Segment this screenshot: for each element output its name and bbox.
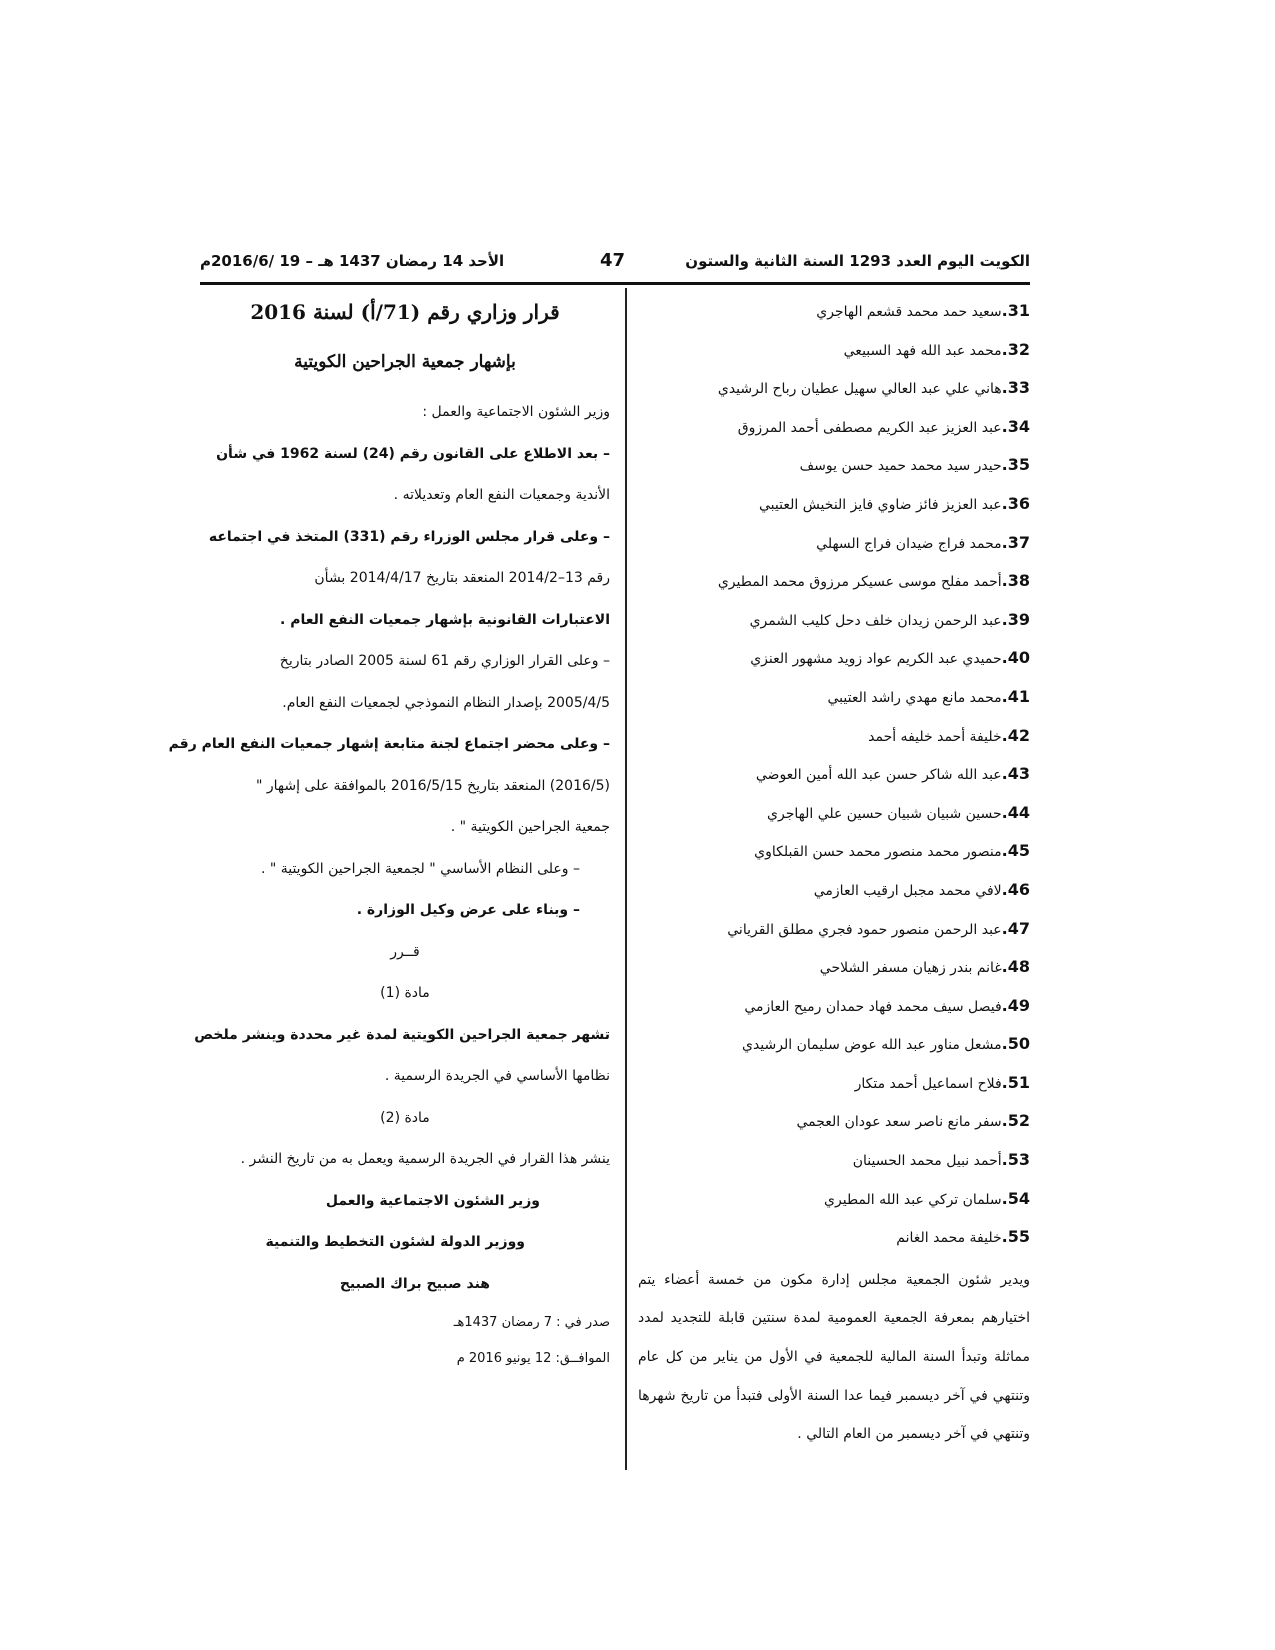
page-header	[200, 250, 1030, 278]
member-number: 47.	[1001, 918, 1030, 938]
publication-info: الكويت اليوم العدد 1293 السنة الثانية والستون	[685, 252, 1030, 270]
member-number: 34.	[1001, 416, 1030, 436]
member-number: 38.	[1001, 571, 1030, 591]
member-item	[638, 678, 1030, 717]
board-paragraph: ويدير شئون الجمعية مجلس إدارة مكون من خمسة أعضاء يتم اختيارهم بمعرفة الجمعية العمومية لمدة سنتين قابلة للتجديد لمدد مماثلة وتبدأ السنة المالية للجمعية في الأول من يناير من كل عام وتنتهي في آخر ديسمبر فيما عدا السنة الأولى فتبدأ من تاريخ شهرها وتنتهي في آخر ديسمبر من العام التالي .	[638, 1271, 1030, 1443]
member-number: 45.	[1001, 841, 1030, 861]
member-name: سلمان تركي عبد الله المطيري	[824, 1191, 1002, 1208]
member-item	[638, 1180, 1030, 1219]
member-number: 48.	[1001, 957, 1030, 977]
preamble-line: – بعد الاطلاع على القانون رقم (24) لسنة 1962 في شأن	[216, 445, 610, 462]
member-name: محمد مانع مهدي راشد العتيبي	[827, 689, 1002, 706]
member-name: عبد الرحمن زيدان خلف دحل كليب الشمري	[749, 612, 1002, 629]
member-item	[638, 755, 1030, 794]
issue-date: الأحد 14 رمضان 1437 هـ – 19 /2016/6م	[200, 252, 505, 270]
member-name: خليفة أحمد خليفه أحمد	[868, 728, 1002, 745]
signatory-name: هند صبيح براك الصبيح	[339, 1275, 490, 1292]
header-rule	[200, 282, 1030, 285]
member-item	[638, 910, 1030, 949]
member-name: عبد الله شاكر حسن عبد الله أمين العوضي	[755, 767, 1002, 784]
article-1-text: نظامها الأساسي في الجريدة الرسمية .	[384, 1068, 610, 1084]
member-number: 44.	[1001, 802, 1030, 822]
article-2-text: ينشر هذا القرار في الجريدة الرسمية ويعمل به من تاريخ النشر .	[240, 1151, 610, 1167]
member-item	[638, 1218, 1030, 1257]
member-number: 54.	[1001, 1188, 1030, 1208]
preamble-line: (2016/5) المنعقد بتاريخ 2016/5/15 بالموافقة على إشهار "	[255, 777, 610, 794]
member-number: 37.	[1001, 532, 1030, 552]
article-1-title: مادة (1)	[380, 985, 430, 1001]
member-number: 46.	[1001, 879, 1030, 899]
member-number: 43.	[1001, 764, 1030, 784]
preamble-line: رقم 13–2014/2 المنعقد بتاريخ 2014/4/17 بشأن	[314, 570, 610, 586]
preamble-line: 2005/4/5 بإصدار النظام النموذجي لجمعيات النفع العام.	[282, 694, 610, 711]
decision-subtitle: بإشهار جمعية الجراحين الكويتية	[294, 352, 516, 372]
member-item	[638, 832, 1030, 871]
member-name: فيصل سيف محمد فهاد حمدان رميح العازمي	[744, 998, 1002, 1015]
preamble-line: – وعلى النظام الأساسي " لجمعية الجراحين الكويتية " .	[260, 860, 580, 877]
member-item	[638, 871, 1030, 910]
member-item	[638, 1141, 1030, 1180]
member-item	[638, 987, 1030, 1026]
member-name: غانم بندر زهيان مسفر الشلاحي	[819, 960, 1002, 977]
article-2-title: مادة (2)	[380, 1109, 430, 1126]
member-number: 33.	[1001, 378, 1030, 398]
member-name: محمد عبد الله فهد السبيعي	[843, 342, 1002, 359]
preamble-line: جمعية الجراحين الكويتية " .	[450, 819, 610, 835]
member-item	[638, 1102, 1030, 1141]
member-name: أحمد نبيل محمد الحسينان	[852, 1153, 1002, 1170]
member-number: 32.	[1001, 339, 1030, 359]
preamble-line: – وعلى محضر اجتماع لجنة متابعة إشهار جمعيات النفع العام رقم	[168, 736, 610, 752]
member-number: 40.	[1001, 648, 1030, 668]
corresponding-date: الموافــق: 12 يونيو 2016 م	[456, 1351, 610, 1366]
member-name: فلاح اسماعيل أحمد متكار	[854, 1075, 1002, 1092]
member-number: 51.	[1001, 1072, 1030, 1092]
member-number: 50.	[1001, 1034, 1030, 1054]
preamble-line: – وعلى القرار الوزاري رقم 61 لسنة 2005 الصادر بتاريخ	[279, 653, 610, 669]
member-name: هاني علي عبد العالي سهيل عطيان رباح الرشيدي	[717, 381, 1002, 398]
member-name: سعيد حمد محمد قشعم الهاجري	[816, 304, 1002, 320]
member-item	[638, 717, 1030, 756]
decided-heading: قــرر	[390, 943, 420, 960]
preamble-line: – وبناء على عرض وكيل الوزارة .	[356, 902, 580, 918]
member-name: حميدي عبد الكريم عواد زويد مشهور العنزي	[750, 651, 1002, 668]
member-number: 36.	[1001, 493, 1030, 513]
column-divider	[625, 288, 627, 1470]
member-name: خليفة محمد الغانم	[896, 1230, 1002, 1247]
member-item	[638, 408, 1030, 447]
minister-heading: وزير الشئون الاجتماعية والعمل :	[422, 404, 610, 420]
member-name: عبد العزيز عبد الكريم مصطفى أحمد المرزوق	[737, 419, 1002, 436]
member-name: محمد فراج ضيدان فراج السهلي	[816, 535, 1002, 552]
member-item	[638, 331, 1030, 370]
members-column	[638, 292, 1030, 1454]
issued-date: صدر في : 7 رمضان 1437هـ	[453, 1315, 610, 1330]
decision-title: قرار وزاري رقم (71/أ) لسنة 2016	[250, 300, 560, 324]
member-name: عبد الرحمن منصور حمود فجري مطلق القرياني	[727, 921, 1002, 938]
member-number: 55.	[1001, 1227, 1030, 1247]
member-number: 39.	[1001, 609, 1030, 629]
member-item	[638, 601, 1030, 640]
member-number: 52.	[1001, 1111, 1030, 1131]
member-item	[638, 1064, 1030, 1103]
member-name: مشعل مناور عبد الله عوض سليمان الرشيدي	[741, 1037, 1002, 1054]
member-number: 41.	[1001, 686, 1030, 706]
member-name: عبد العزيز فائز ضاوي فايز النخيش العتيبي	[759, 496, 1002, 513]
page-number: 47	[600, 250, 626, 271]
member-item	[638, 485, 1030, 524]
member-item	[638, 524, 1030, 563]
member-item	[638, 948, 1030, 987]
preamble-line: الأندية وجمعيات النفع العام وتعديلاته .	[393, 487, 610, 503]
decision-column	[168, 292, 610, 1377]
members-list	[638, 292, 1030, 1257]
member-item	[638, 794, 1030, 833]
signature-title-2: ووزير الدولة لشئون التخطيط والتنمية	[265, 1234, 525, 1250]
article-1-text: تشهر جمعية الجراحين الكويتية لمدة غير محددة وينشر ملخص	[194, 1026, 610, 1043]
member-name: لافي محمد مجبل ارقيب العازمي	[813, 882, 1002, 899]
member-name: حسين شبيان شبيان حسين علي الهاجري	[767, 805, 1002, 822]
member-item	[638, 292, 1030, 331]
member-number: 53.	[1001, 1150, 1030, 1170]
member-number: 49.	[1001, 995, 1030, 1015]
preamble-line: – وعلى قرار مجلس الوزراء رقم (331) المتخذ في اجتماعه	[208, 528, 610, 545]
member-item	[638, 639, 1030, 678]
member-name: حيدر سيد محمد حميد حسن يوسف	[799, 458, 1002, 475]
member-item	[638, 446, 1030, 485]
member-number: 31.	[1001, 301, 1030, 320]
member-item	[638, 562, 1030, 601]
member-name: منصور محمد منصور محمد حسن القبلكاوي	[754, 844, 1002, 861]
member-number: 35.	[1001, 455, 1030, 475]
member-name: أحمد مفلح موسى عسيكر مرزوق محمد المطيري	[717, 574, 1002, 591]
preamble-line: الاعتبارات القانونية بإشهار جمعيات النفع العام .	[280, 611, 610, 628]
member-number: 42.	[1001, 725, 1030, 745]
member-name: سفر مانع ناصر سعد عودان العجمي	[796, 1114, 1002, 1131]
member-item	[638, 369, 1030, 408]
member-item	[638, 1025, 1030, 1064]
signature-title-1: وزير الشئون الاجتماعية والعمل	[325, 1192, 540, 1209]
